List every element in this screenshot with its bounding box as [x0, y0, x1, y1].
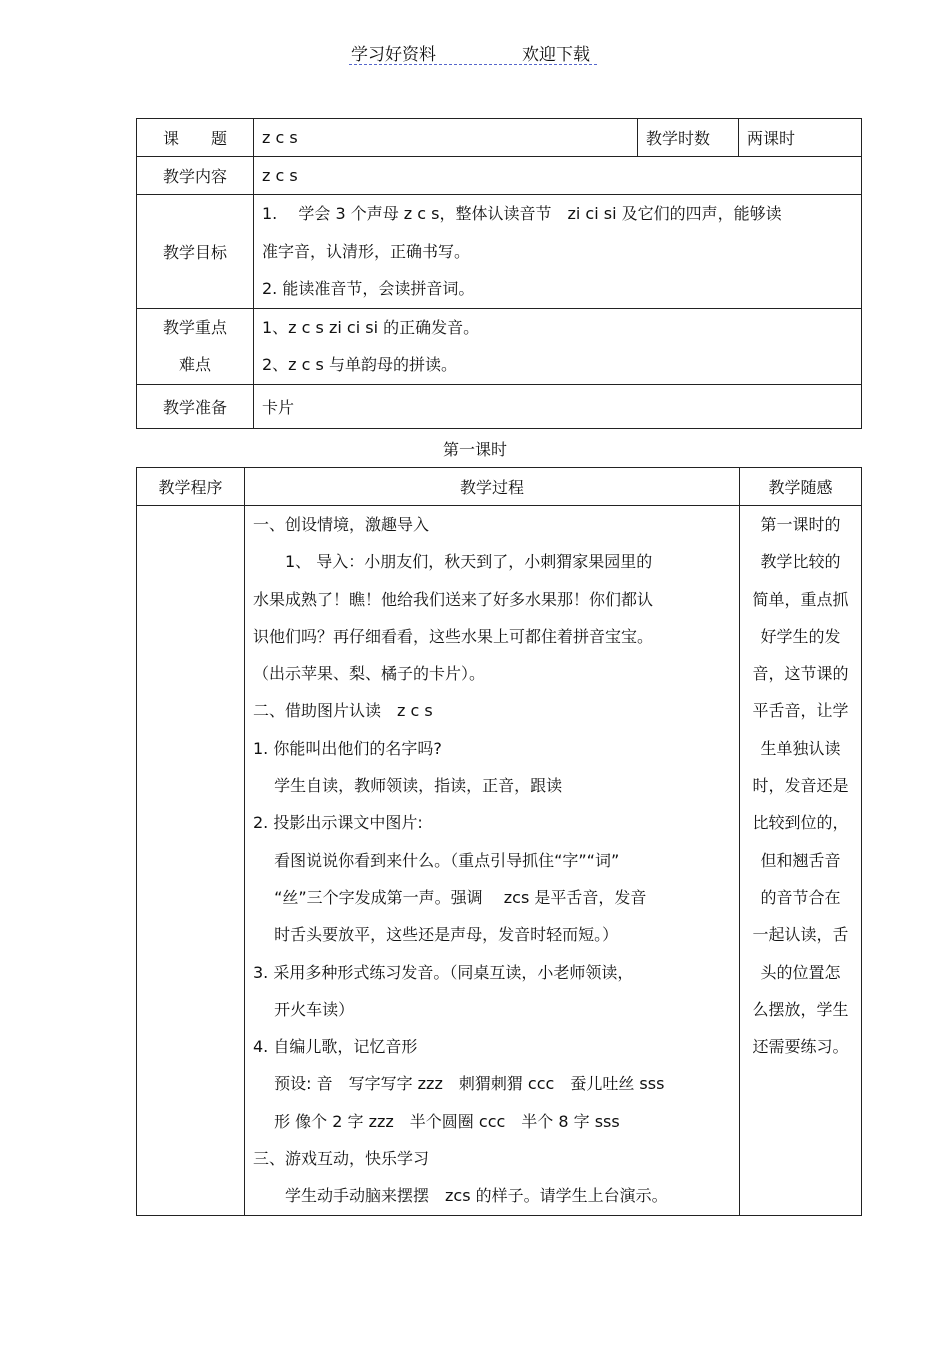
- hours-value: 两课时: [739, 119, 862, 157]
- content-row: [137, 157, 862, 195]
- key-row: [137, 308, 862, 384]
- header-right-text: 欢迎下载: [522, 45, 590, 65]
- reflection-line: 么摆放，学生: [752, 999, 849, 1019]
- process-line: 开火车读）: [253, 999, 355, 1019]
- reflection-line: 音，这节课的: [752, 664, 849, 684]
- reflection-line: 但和翘舌音: [760, 850, 841, 870]
- process-line: 一、创设情境，激趣导入: [253, 515, 430, 534]
- header-left-text: 学习好资料: [351, 45, 436, 65]
- lesson-plan-table: [136, 467, 862, 1216]
- process-line: 2. 投影出示课文中图片:: [253, 813, 423, 833]
- topic-row: [137, 119, 862, 157]
- goal-line: 1. 学会 3 个声母 z c s，整体认读音节 zi ci si 及它们的四声，能够读: [262, 204, 782, 223]
- content-value: z c s: [254, 157, 862, 195]
- prep-row: [137, 384, 862, 428]
- reflection-line: 好学生的发: [760, 626, 841, 646]
- process-line: 学生动手动脑来摆摆 zcs 的样子。请学生上台演示。: [253, 1186, 668, 1206]
- process-line: 4. 自编儿歌，记忆音形: [253, 1037, 418, 1057]
- plan-body-row: [137, 506, 862, 1216]
- reflection-line: 简单，重点抓: [752, 589, 849, 609]
- col-process-header: 教学过程: [245, 468, 740, 506]
- lesson-info-table: [136, 118, 862, 429]
- reflection-line: 时，发音还是: [752, 776, 849, 796]
- goal-line: 准字音，认清形，正确书写。: [262, 241, 471, 261]
- col-procedure-header: 教学程序: [137, 468, 245, 506]
- prep-label: 教学准备: [137, 384, 254, 428]
- process-line: 3. 采用多种形式练习发音。（同桌互读，小老师领读，: [253, 962, 634, 982]
- goal-label: 教学目标: [137, 195, 254, 309]
- header-underline: [349, 64, 597, 65]
- key-cell: [254, 308, 862, 384]
- process-line: （出示苹果、梨、橘子的卡片）。: [253, 664, 486, 684]
- reflection-line: 头的位置怎: [760, 962, 841, 982]
- key-label-cell: [137, 308, 254, 384]
- process-line: 学生自读，教师领读，指读，正音，跟读: [253, 776, 563, 796]
- key-label: 教学重点: [162, 317, 227, 337]
- topic-value: z c s: [254, 119, 638, 157]
- goal-cell: [254, 195, 862, 309]
- process-line: 1、 导入：小朋友们，秋天到了，小刺猬家果园里的: [253, 552, 653, 572]
- reflection-line: 一起认读，舌: [752, 925, 849, 945]
- page-header: [0, 40, 950, 66]
- process-line: 三、游戏互动，快乐学习: [253, 1149, 430, 1169]
- reflection-line: 生单独认读: [760, 738, 841, 758]
- plan-header-row: [137, 468, 862, 506]
- process-line: “丝”三个字发成第一声。强调 zcs 是平舌音，发音: [253, 887, 647, 907]
- reflection-line: 第一课时的: [760, 515, 841, 534]
- process-line: 二、借助图片认读 z c s: [253, 701, 433, 721]
- key-line: 2、z c s 与单韵母的拼读。: [262, 355, 457, 374]
- key-line: 1、z c s zi ci si 的正确发音。: [262, 317, 480, 337]
- reflection-line: 平舌音，让学: [752, 701, 849, 721]
- process-line: 形 像个 2 字 zzz 半个圆圈 ccc 半个 8 字 sss: [253, 1111, 620, 1131]
- key-label: 难点: [178, 355, 211, 374]
- process-line: 水果成熟了！瞧！他给我们送来了好多水果那！你们都认: [253, 589, 654, 609]
- content-label: 教学内容: [137, 157, 254, 195]
- reflection-cell: [740, 506, 862, 1216]
- process-line: 时舌头要放平，这些还是声母，发音时轻而短。）: [253, 925, 619, 945]
- reflection-line: 比较到位的，: [752, 813, 849, 833]
- col-reflection-header: 教学随感: [740, 468, 862, 506]
- reflection-line: 教学比较的: [760, 552, 841, 572]
- procedure-cell: [137, 506, 245, 1216]
- process-line: 1. 你能叫出他们的名字吗?: [253, 738, 442, 758]
- process-line: 预设: 音 写字写字 zzz 刺猬刺猬 ccc 蚕儿吐丝 sss: [253, 1074, 665, 1094]
- session-title: 第一课时: [442, 440, 507, 459]
- process-line: 看图说说你看到来什么。（重点引导抓住“字”“词”: [253, 850, 620, 870]
- reflection-line: 还需要练习。: [752, 1037, 849, 1057]
- goal-line: 2. 能读准音节，会读拼音词。: [262, 279, 475, 298]
- goal-row: [137, 195, 862, 309]
- process-line: 识他们吗？再仔细看看，这些水果上可都住着拼音宝宝。: [253, 626, 654, 646]
- hours-label: 教学时数: [638, 119, 739, 157]
- reflection-line: 的音节合在: [760, 887, 841, 907]
- topic-label: 课 题: [137, 119, 254, 157]
- process-cell: [245, 506, 740, 1216]
- prep-value: 卡片: [254, 384, 862, 428]
